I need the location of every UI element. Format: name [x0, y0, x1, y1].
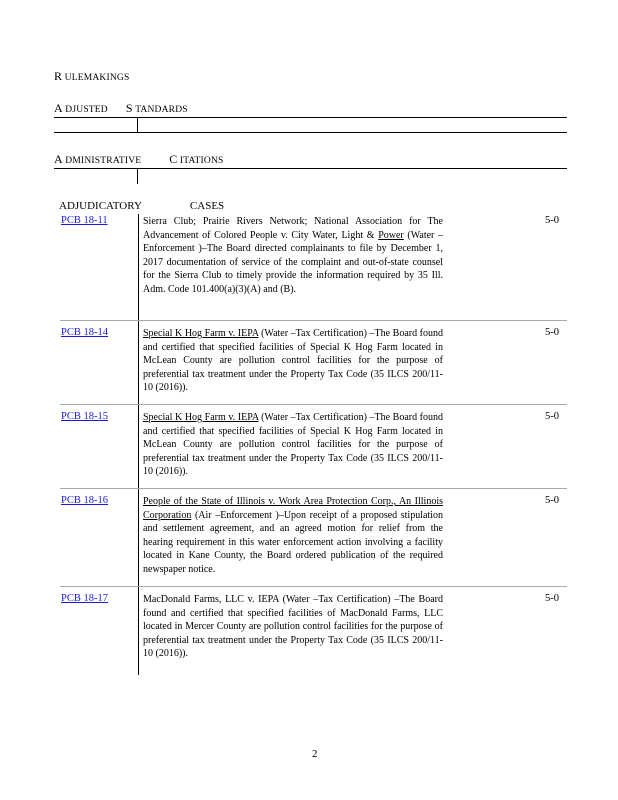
- case-vote: 5-0: [545, 593, 559, 604]
- case-text: Sierra Club; Prairie Rivers Network; National Association for The Advancement of Colored People v. City Water, Light &: [143, 216, 443, 241]
- case-title: Special K Hog Farm v. IEPA: [143, 328, 259, 339]
- case-separator: [60, 404, 567, 405]
- case-column-divider: [138, 214, 139, 675]
- case-vote: 5-0: [545, 411, 559, 422]
- adjudicatory-cases-heading: ADJUDICATORY CASES: [59, 200, 225, 212]
- page-number: 2: [312, 748, 318, 760]
- case-description: [143, 593, 443, 661]
- case-text: (Water –Tax Certification) –The Board found and certified that specified facilities of Special K Hog Farm located in McLean County are pollution control facilities for the purpose of preferential tax treatment under the Property Tax Code (35 ILCS 200/11-10 (2016)).: [143, 328, 444, 394]
- case-number-link[interactable]: PCB 18-15: [61, 411, 108, 422]
- case-vote: 5-0: [545, 495, 559, 506]
- case-description: [143, 495, 443, 577]
- case-number-link[interactable]: PCB 18-11: [61, 215, 108, 226]
- case-number-link[interactable]: PCB 18-16: [61, 495, 108, 506]
- case-number-link[interactable]: PCB 18-17: [61, 593, 108, 604]
- case-text: (Water –Tax Certification) –The Board found and certified that specified facilities of Special K Hog Farm located in McLean County are pollution control facilities for the purpose of preferential tax treatment under the Property Tax Code (35 ILCS 200/11-10 (2016)).: [143, 412, 444, 478]
- case-vote: 5-0: [545, 215, 559, 226]
- case-text-underlined: Power: [378, 229, 404, 241]
- administrative-citations-divider: [137, 169, 138, 184]
- case-title: Special K Hog Farm v. IEPA: [143, 412, 259, 423]
- case-number-link[interactable]: PCB 18-14: [61, 327, 108, 338]
- adjusted-standards-heading: A DJUSTED S TANDARDS: [54, 101, 188, 115]
- case-text: MacDonald Farms, LLC v. IEPA (Water –Tax Certification) –The Board found and certified that specified facilities of MacDonald Farms, LLC located in Mercer County are pollution control facilities for the purpose of preferential tax treatment under the Property Tax Code (35 ILCS 200/11-10 (2016)).: [143, 594, 443, 660]
- case-separator: [60, 320, 567, 321]
- adjusted-standards-divider: [137, 118, 138, 133]
- case-description: [143, 215, 443, 297]
- case-text-continued: (Water –Enforcement )–The Board directed complainants to file by December 1, 2017 documentation of service of the complaint and out-of-state counsel for the Sierra Club to timely provide the information required by 35 Ill. Adm. Code 101.400(a)(3)(A) and (B).: [143, 229, 444, 295]
- administrative-citations-rule: [54, 168, 567, 169]
- case-text: (Air –Enforcement )–Upon receipt of a proposed stipulation and settlement agreement, and an agreed motion for relief from the hearing requirement in this water enforcement action involving a facility located in Kane County, the Board ordered publication of the required newspaper notice.: [143, 509, 443, 575]
- case-vote: 5-0: [545, 327, 559, 338]
- rulemakings-heading: R ULEMAKINGS: [54, 69, 130, 83]
- administrative-citations-heading: A DMINISTRATIVE C ITATIONS: [54, 152, 224, 166]
- case-title: People of the State of Illinois v. Work Area Protection Corp., An Illinois Corporation: [143, 496, 443, 521]
- adjusted-standards-rule-bottom: [54, 132, 567, 133]
- case-separator: [60, 586, 567, 587]
- adjusted-standards-rule-top: [54, 117, 567, 118]
- case-separator: [60, 488, 567, 489]
- case-description: [143, 411, 443, 479]
- case-description: [143, 327, 443, 395]
